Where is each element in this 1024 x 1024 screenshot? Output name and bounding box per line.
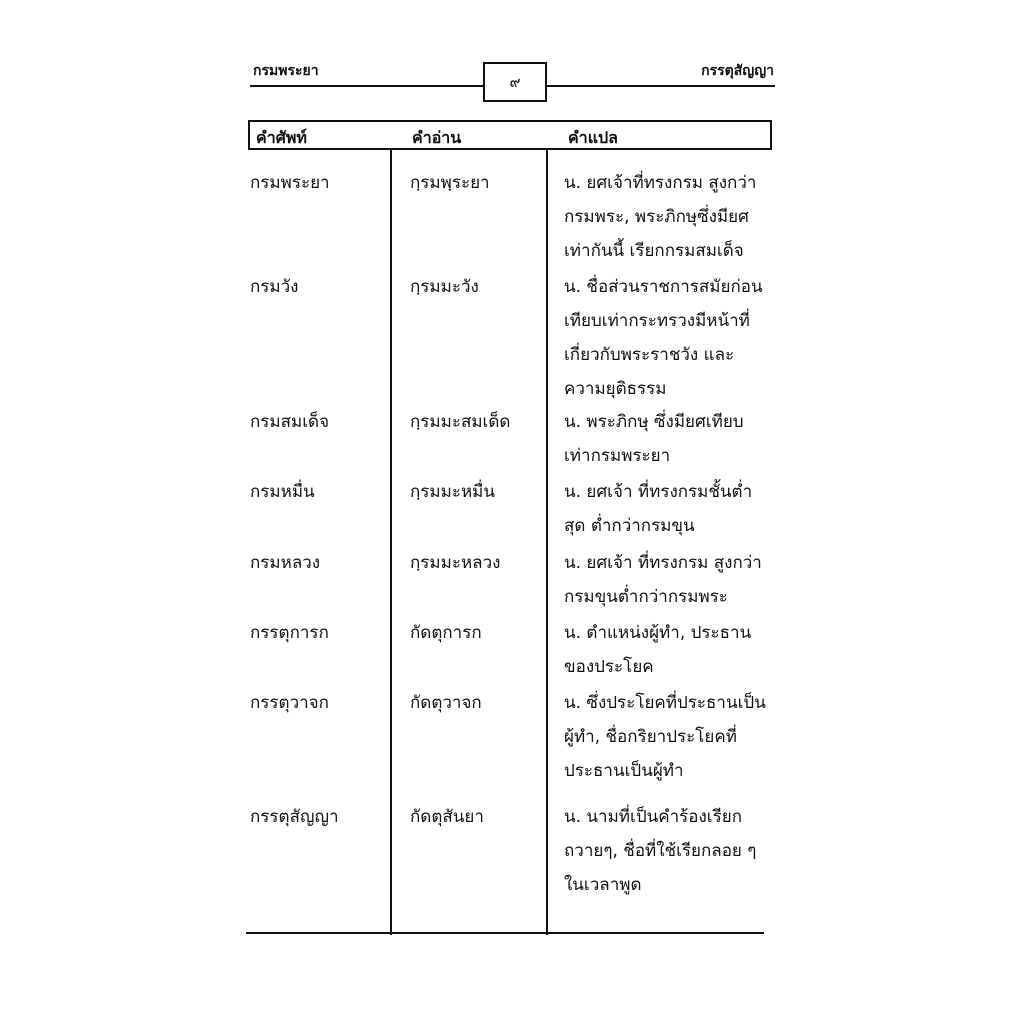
column-divider-2 <box>546 150 548 935</box>
page-number-box <box>483 62 547 102</box>
meaning-line: เท่ากรมพระยา <box>564 446 671 466</box>
meaning-line: ผู้ทำ, ชื่อกริยาประโยคที่ <box>564 727 737 747</box>
entry-reading: กัดตุการก <box>410 623 482 643</box>
meaning-line: น. ตำแหน่งผู้ทำ, ประธาน <box>564 623 752 643</box>
bottom-rule <box>246 932 764 934</box>
entry-reading: กฺรมมะหมื่น <box>410 482 495 502</box>
meaning-line: น. ยศเจ้าที่ทรงกรม สูงกว่า <box>564 173 757 193</box>
column-divider-1 <box>390 150 392 935</box>
entry-reading: กฺรมพฺระยา <box>410 173 490 193</box>
meaning-line: กรมขุนต่ำกว่ากรมพระ <box>564 587 728 607</box>
page-number: ๙ <box>509 73 521 91</box>
entry-word: กรมวัง <box>250 277 299 297</box>
entry-meaning <box>564 800 774 902</box>
entry-meaning <box>564 166 774 268</box>
meaning-line: น. ซึ่งประโยคที่ประธานเป็น <box>564 693 766 713</box>
meaning-line: ความยุติธรรม <box>564 379 667 399</box>
table-header <box>248 120 772 150</box>
meaning-line: เทียบเท่ากระทรวงมีหน้าที่ <box>564 311 750 331</box>
meaning-line: น. นามที่เป็นคำร้องเรียก <box>564 807 742 827</box>
entry-meaning <box>564 405 774 473</box>
column-header-meaning: คำแปล <box>568 128 618 147</box>
meaning-line: ประธานเป็นผู้ทำ <box>564 761 684 781</box>
entry-reading: กฺรมมะสมเด็ด <box>410 412 511 432</box>
meaning-line: ถวายๆ, ชื่อที่ใช้เรียกลอย ๆ <box>564 841 757 861</box>
meaning-line: ของประโยค <box>564 657 654 677</box>
running-header-left: กรมพระยา <box>253 63 319 79</box>
entry-meaning <box>564 546 774 614</box>
entry-meaning <box>564 616 774 684</box>
entry-reading: กัดตุสันยา <box>410 807 484 827</box>
entry-word: กรมหลวง <box>250 553 321 573</box>
entry-word: กรมสมเด็จ <box>250 412 330 432</box>
entry-meaning <box>564 270 774 406</box>
running-header-right: กรรตุสัญญา <box>701 63 774 79</box>
entry-word: กรมพระยา <box>250 173 330 193</box>
meaning-line: กรมพระ, พระภิกษุซึ่งมียศ <box>564 207 749 227</box>
entry-reading: กัดตุวาจก <box>410 693 482 713</box>
meaning-line: น. พระภิกษุ ซึ่งมียศเทียบ <box>564 412 744 432</box>
entry-meaning <box>564 686 774 788</box>
entry-word: กรมหมื่น <box>250 482 315 502</box>
entry-reading: กฺรมมะหลวง <box>410 553 501 573</box>
meaning-line: สุด ต่ำกว่ากรมขุน <box>564 516 695 536</box>
entry-word: กรรตุสัญญา <box>250 807 339 827</box>
entry-meaning <box>564 475 774 543</box>
meaning-line: น. ยศเจ้า ที่ทรงกรมชั้นต่ำ <box>564 482 753 502</box>
meaning-line: เกี่ยวกับพระราชวัง และ <box>564 345 735 365</box>
meaning-line: ในเวลาพูด <box>564 875 642 895</box>
meaning-line: น. ยศเจ้า ที่ทรงกรม สูงกว่า <box>564 553 762 573</box>
entry-word: กรรตุวาจก <box>250 693 329 713</box>
column-header-reading: คำอ่าน <box>412 128 462 147</box>
entry-reading: กฺรมมะวัง <box>410 277 479 297</box>
entry-word: กรรตุการก <box>250 623 329 643</box>
column-header-word: คำศัพท์ <box>256 128 307 147</box>
meaning-line: เท่ากันนี้ เรียกกรมสมเด็จ <box>564 241 744 261</box>
meaning-line: น. ชื่อส่วนราชการสมัยก่อน <box>564 277 763 297</box>
